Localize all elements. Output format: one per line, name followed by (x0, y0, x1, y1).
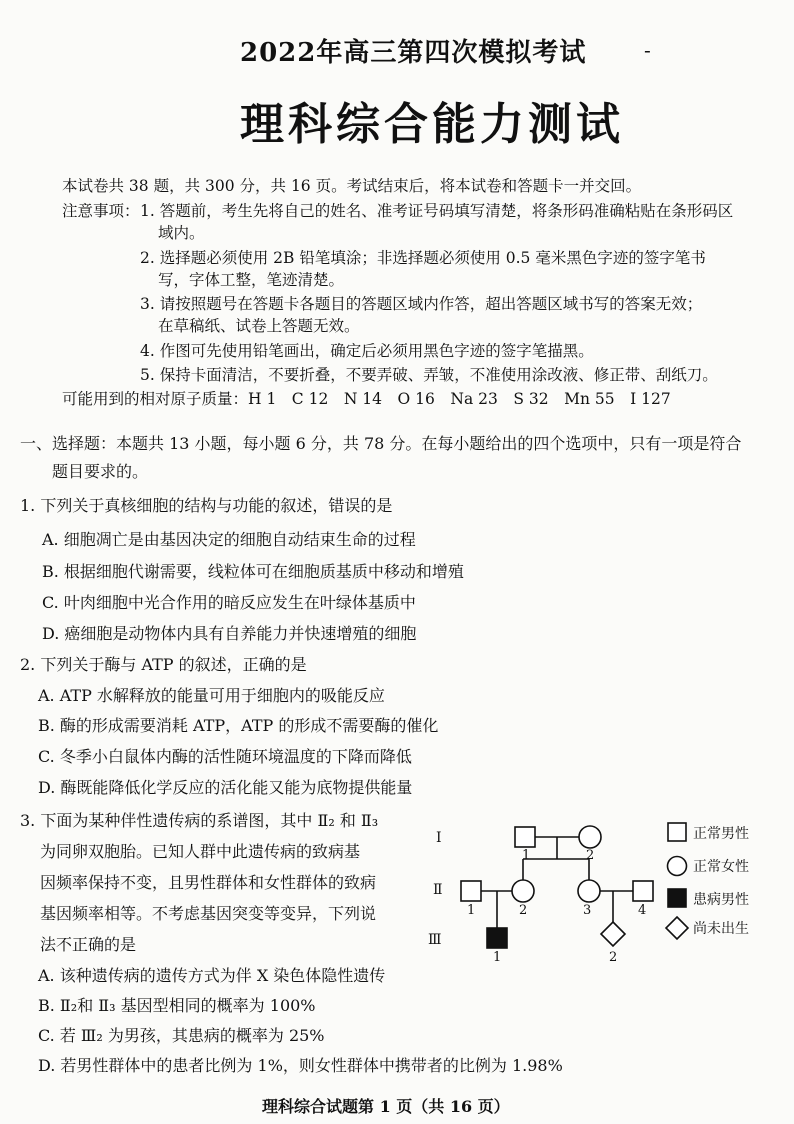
legend-normal-female-symbol (668, 857, 687, 876)
legend-affected-male-symbol (668, 889, 686, 907)
pedigree-I1-number: 1 (522, 848, 531, 863)
q1-option-a: A. 细胞凋亡是由基因决定的细胞自动结束生命的过程 (42, 530, 416, 549)
pedigree-II1-number: 1 (467, 903, 476, 918)
instructions-summary: 本试卷共 38 题，共 300 分，共 16 页。考试结束后，将本试卷和答题卡一并交回。 (62, 177, 642, 195)
pedigree-I2-normal-female (579, 826, 601, 848)
section-heading-line-1: 一、选择题：本题共 13 小题，每小题 6 分，共 78 分。在每小题给出的四个选项中，只有一项是符合 (20, 434, 742, 453)
q2-option-b: B. 酶的形成需要消耗 ATP，ATP 的形成不需要酶的催化 (38, 716, 439, 735)
q1-option-c: C. 叶肉细胞中光合作用的暗反应发生在叶绿体基质中 (42, 593, 416, 612)
q1-stem: 1. 下列关于真核细胞的结构与功能的叙述，错误的是 (20, 496, 393, 515)
q3-stem-line-1: 3. 下面为某种伴性遗传病的系谱图，其中 Ⅱ₂ 和 Ⅱ₃ (20, 811, 379, 830)
atomic-masses: 可能用到的相对原子质量：H 1 C 12 N 14 O 16 Na 23 S 32 Mn 55 I 127 (62, 390, 671, 408)
note-4: 4. 作图可先使用铅笔画出，确定后必须用黑色字迹的签字笔描黑。 (140, 342, 594, 360)
pedigree-I1-normal-male (515, 827, 535, 847)
legend-normal-male-label: 正常男性 (693, 826, 749, 842)
pedigree-II3-number: 3 (583, 903, 592, 918)
note-3-line-2: 在草稿纸、试卷上答题无效。 (158, 317, 360, 335)
notes-label: 注意事项： (62, 202, 140, 220)
q3-option-d: D. 若男性群体中的患者比例为 1%，则女性群体中携带者的比例为 1.98% (38, 1056, 563, 1075)
q3-option-a: A. 该种遗传病的遗传方式为伴 X 染色体隐性遗传 (38, 966, 386, 985)
q3-stem-line-3: 因频率保持不变，且男性群体和女性群体的致病 (40, 873, 377, 892)
subject-title: 理科综合能力测试 (240, 99, 624, 150)
q1-option-d: D. 癌细胞是动物体内具有自养能力并快速增殖的细胞 (42, 624, 417, 643)
exam-title: 2022年高三第四次模拟考试 (240, 38, 587, 68)
q3-option-b: B. Ⅱ₂和 Ⅱ₃ 基因型相同的概率为 100% (38, 996, 316, 1015)
q3-stem-line-4: 基因频率相等。不考虑基因突变等变异，下列说 (40, 904, 377, 923)
legend-normal-male-symbol (668, 823, 686, 841)
note-3-line-1: 3. 请按照题号在答题卡各题目的答题区域内作答，超出答题区域书写的答案无效； (140, 295, 703, 313)
q2-option-c: C. 冬季小白鼠体内酶的活性随环境温度的下降而降低 (38, 747, 412, 766)
legend-unborn-symbol (666, 917, 688, 939)
pedigree-II4-normal-male (633, 881, 653, 901)
pedigree-II1-normal-male (461, 881, 481, 901)
pedigree-gen-III-label: Ⅲ (428, 932, 442, 948)
q3-option-c: C. 若 Ⅲ₂ 为男孩，其患病的概率为 25% (38, 1026, 325, 1045)
pedigree-II4-number: 4 (638, 903, 647, 918)
pedigree-II2-number: 2 (519, 903, 528, 918)
pedigree-I2-number: 2 (586, 848, 595, 863)
note-2-line-2: 写，字体工整，笔迹清楚。 (158, 271, 345, 289)
pedigree-III1-number: 1 (493, 950, 502, 965)
note-1-line-2: 域内。 (158, 224, 205, 242)
q2-stem: 2. 下列关于酶与 ATP 的叙述，正确的是 (20, 655, 307, 674)
note-2-line-1: 2. 选择题必须使用 2B 铅笔填涂；非选择题必须使用 0.5 毫米黑色字迹的签字笔书 (140, 249, 706, 267)
legend-affected-male-label: 患病男性 (693, 892, 749, 908)
note-5: 5. 保持卡面清洁，不要折叠，不要弄破、弄皱，不准使用涂改液、修正带、刮纸刀。 (140, 366, 718, 384)
q2-option-a: A. ATP 水解释放的能量可用于细胞内的吸能反应 (38, 686, 385, 705)
pedigree-III2-unborn (601, 922, 625, 946)
q2-option-d: D. 酶既能降低化学反应的活化能又能为底物提供能量 (38, 778, 413, 797)
page-footer: 理科综合试题第 1 页（共 16 页） (262, 1097, 510, 1116)
q3-stem-line-2: 为同卵双胞胎。已知人群中此遗传病的致病基 (40, 842, 361, 861)
q3-stem-line-5: 法不正确的是 (40, 935, 137, 954)
stray-mark: - (644, 38, 651, 62)
note-1-line-1: 1. 答题前，考生先将自己的姓名、准考证号码填写清楚，将条形码准确粘贴在条形码区 (140, 202, 734, 220)
pedigree-III2-number: 2 (609, 950, 618, 965)
legend-unborn-label: 尚未出生 (693, 921, 749, 937)
section-heading-line-2: 题目要求的。 (52, 462, 149, 481)
pedigree-III1-affected-male (487, 928, 507, 948)
q1-option-b: B. 根据细胞代谢需要，线粒体可在细胞质基质中移动和增殖 (42, 562, 464, 581)
legend-normal-female-label: 正常女性 (693, 859, 749, 875)
pedigree-II3-normal-female (578, 880, 600, 902)
pedigree-gen-I-label: Ⅰ (436, 830, 442, 846)
pedigree-II2-normal-female (512, 880, 534, 902)
pedigree-gen-II-label: Ⅱ (433, 882, 443, 898)
